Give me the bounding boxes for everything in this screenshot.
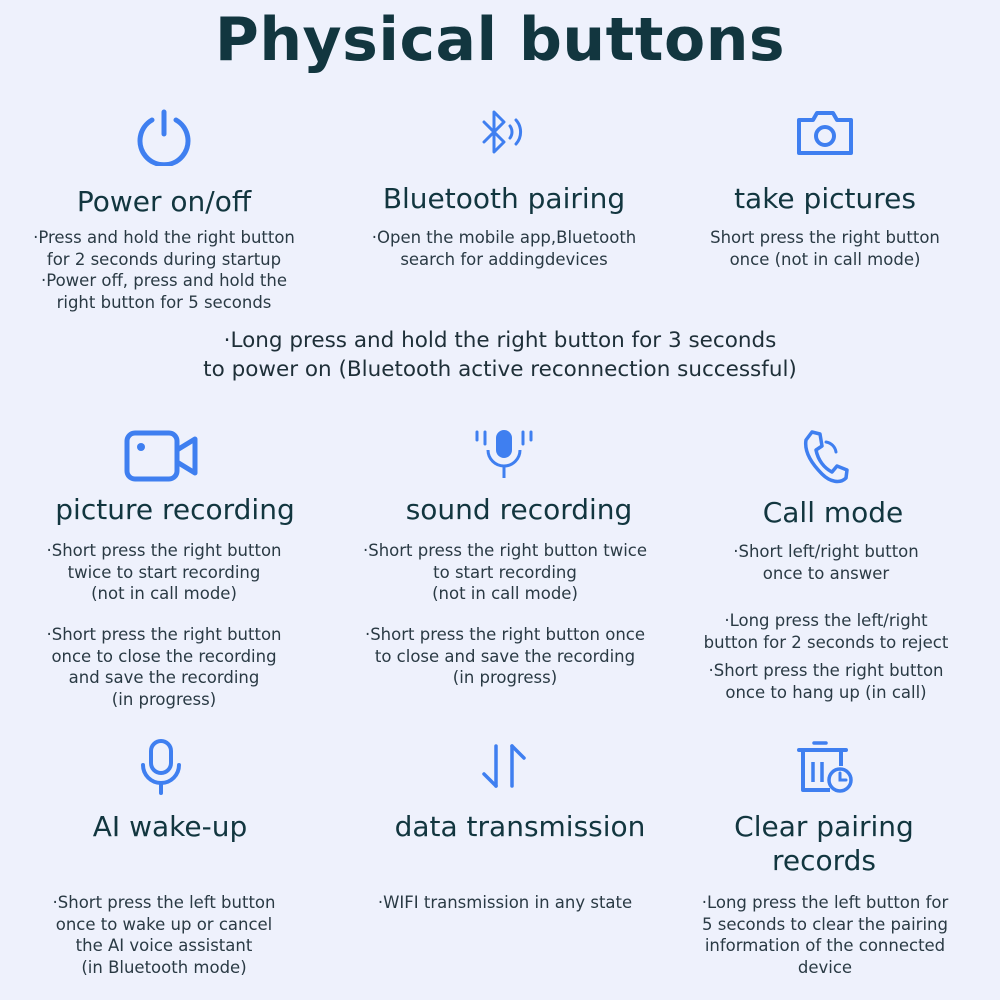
data-transmission-heading: data transmission [394, 810, 646, 843]
bluetooth-icon [474, 105, 534, 165]
reconnect-note: ·Long press and hold the right button for 3 seconds to power on (Bluetooth active reconnection successful) [203, 328, 797, 382]
power-icon [134, 106, 194, 166]
power-desc: ·Press and hold the right button for 2 seconds during startup ·Power off, press and hold the right button for 5 seconds [33, 228, 295, 312]
picture-recording-desc-2: ·Short press the right button once to close the recording and save the recording (in progress) [46, 625, 282, 709]
camera-icon [795, 108, 855, 158]
ai-wake-up-desc: ·Short press the left button once to wake up or cancel the AI voice assistant (in Bluetooth mode) [52, 893, 276, 977]
data-transmission-desc: ·WIFI transmission in any state [377, 893, 633, 912]
take-pictures-heading: take pictures [734, 182, 916, 215]
transfer-arrows-icon [480, 740, 528, 792]
phone-icon [800, 428, 850, 484]
bluetooth-desc: ·Open the mobile app,Bluetooth search for addingdevices [371, 228, 637, 269]
call-mode-desc-1: ·Short left/right button once to answer [733, 542, 919, 583]
picture-recording-desc-1: ·Short press the right button twice to start recording (not in call mode) [46, 541, 282, 603]
call-mode-desc-3: ·Short press the right button once to hang up (in call) [708, 661, 944, 702]
sound-recording-desc-2: ·Short press the right button once to close and save the recording (in progress) [364, 625, 646, 687]
microphone-sound-icon [473, 426, 535, 484]
clear-records-icon [796, 740, 856, 796]
ai-wake-up-heading: AI wake-up [92, 810, 248, 843]
page-title: Physical buttons [214, 5, 786, 75]
sound-recording-desc-1: ·Short press the right button twice to start recording (not in call mode) [362, 541, 648, 603]
call-mode-heading: Call mode [762, 496, 904, 529]
take-pictures-desc: Short press the right button once (not in call mode) [710, 228, 940, 269]
sound-recording-heading: sound recording [405, 493, 633, 526]
video-camera-icon [124, 428, 200, 484]
clear-pairing-desc: ·Long press the left button for 5 seconds to clear the pairing information of the connected device [701, 893, 949, 977]
bluetooth-heading: Bluetooth pairing [382, 182, 626, 215]
power-heading: Power on/off [76, 185, 252, 218]
call-mode-desc-2: ·Long press the left/right button for 2 seconds to reject [703, 611, 949, 652]
microphone-icon [138, 738, 184, 796]
clear-pairing-heading: Clear pairing records [734, 810, 914, 877]
picture-recording-heading: picture recording [55, 493, 295, 526]
